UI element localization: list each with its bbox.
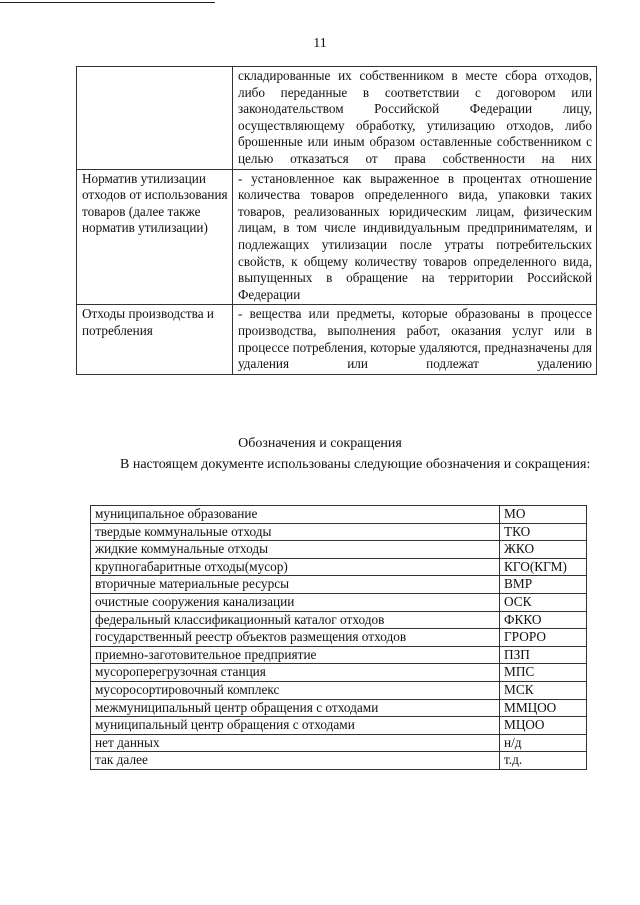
abbr-name: государственный реестр объектов размещения отходов xyxy=(91,629,500,647)
abbr-code: МСК xyxy=(500,681,587,699)
table-row xyxy=(91,506,587,524)
abbr-name: мусороперегрузочная станция xyxy=(91,664,500,682)
abbr-code: ФККО xyxy=(500,611,587,629)
abbr-name: крупногабаритные отходы(мусор) xyxy=(91,558,500,576)
table-row xyxy=(91,558,587,576)
definition-row xyxy=(77,305,597,374)
section-title: Обозначения и сокращения xyxy=(238,436,402,451)
abbr-name: федеральный классификационный каталог отходов xyxy=(91,611,500,629)
abbr-name: вторичные материальные ресурсы xyxy=(91,576,500,594)
abbr-name: муниципальное образование xyxy=(91,506,500,524)
abbr-name: муниципальный центр обращения с отходами xyxy=(91,717,500,735)
table-row xyxy=(91,541,587,559)
abbr-code: ГРОРО xyxy=(500,629,587,647)
top-rule xyxy=(0,2,215,3)
definition-description: - установленное как выраженное в процентах отношение количества товаров определенного вида, упаковки таких товаров, реализованных юридическим лицам, физическим лицам, в том числе индивидуальным предпринимателям, и подлежащих утилизации после утраты потребительских свойств, к общему количеству товаров определенного вида, выпущенных в обращение на территории Российской Федерации xyxy=(233,169,597,305)
table-row xyxy=(91,717,587,735)
definition-term xyxy=(77,67,233,170)
table-row xyxy=(91,611,587,629)
page-number: 11 xyxy=(313,36,327,51)
table-row xyxy=(91,523,587,541)
abbr-name: мусоросортировочный комплекс xyxy=(91,681,500,699)
abbr-name: приемно-заготовительное предприятие xyxy=(91,646,500,664)
abbreviations-table xyxy=(90,505,587,770)
abbr-name: нет данных xyxy=(91,734,500,752)
abbr-name: межмуниципальный центр обращения с отходами xyxy=(91,699,500,717)
abbr-code: ЖКО xyxy=(500,541,587,559)
table-row xyxy=(91,629,587,647)
abbr-code: ММЦОО xyxy=(500,699,587,717)
abbr-code: ВМР xyxy=(500,576,587,594)
definition-term: Норматив утилизации отходов от использования товаров (далее также норматив утилизации) xyxy=(77,169,233,305)
section-intro: В настоящем документе использованы следующие обозначения и сокращения: xyxy=(120,457,591,472)
table-row xyxy=(91,664,587,682)
abbr-code: ОСК xyxy=(500,593,587,611)
abbr-code: н/д xyxy=(500,734,587,752)
table-row xyxy=(91,576,587,594)
abbr-code: КГО(КГМ) xyxy=(500,558,587,576)
abbr-code: ТКО xyxy=(500,523,587,541)
definition-row xyxy=(77,169,597,305)
table-row xyxy=(91,593,587,611)
table-row xyxy=(91,681,587,699)
abbr-code: МО xyxy=(500,506,587,524)
abbr-code: МПС xyxy=(500,664,587,682)
abbr-code: т.д. xyxy=(500,752,587,770)
abbr-name: очистные сооружения канализации xyxy=(91,593,500,611)
table-row xyxy=(91,752,587,770)
table-row xyxy=(91,734,587,752)
definition-description: - вещества или предметы, которые образованы в процессе производства, выполнения работ, оказания услуг или в процессе потребления, которые удаляются, предназначены для удаления или подлежат удалению xyxy=(233,305,597,374)
definition-term: Отходы производства и потребления xyxy=(77,305,233,374)
table-row xyxy=(91,699,587,717)
table-row xyxy=(91,646,587,664)
definitions-table xyxy=(76,66,597,375)
definition-row xyxy=(77,67,597,170)
abbr-code: ПЗП xyxy=(500,646,587,664)
abbr-name: твердые коммунальные отходы xyxy=(91,523,500,541)
abbr-name: жидкие коммунальные отходы xyxy=(91,541,500,559)
abbr-name: так далее xyxy=(91,752,500,770)
definition-description: складированные их собственником в месте сбора отходов, либо переданные в соответствии с договором или законодательством Российской Федерации лицу, осуществляющему обработку, утилизацию отходов, либо брошенные или иным образом оставленные собственником с целью отказаться от права собственности на них xyxy=(233,67,597,170)
abbr-code: МЦОО xyxy=(500,717,587,735)
